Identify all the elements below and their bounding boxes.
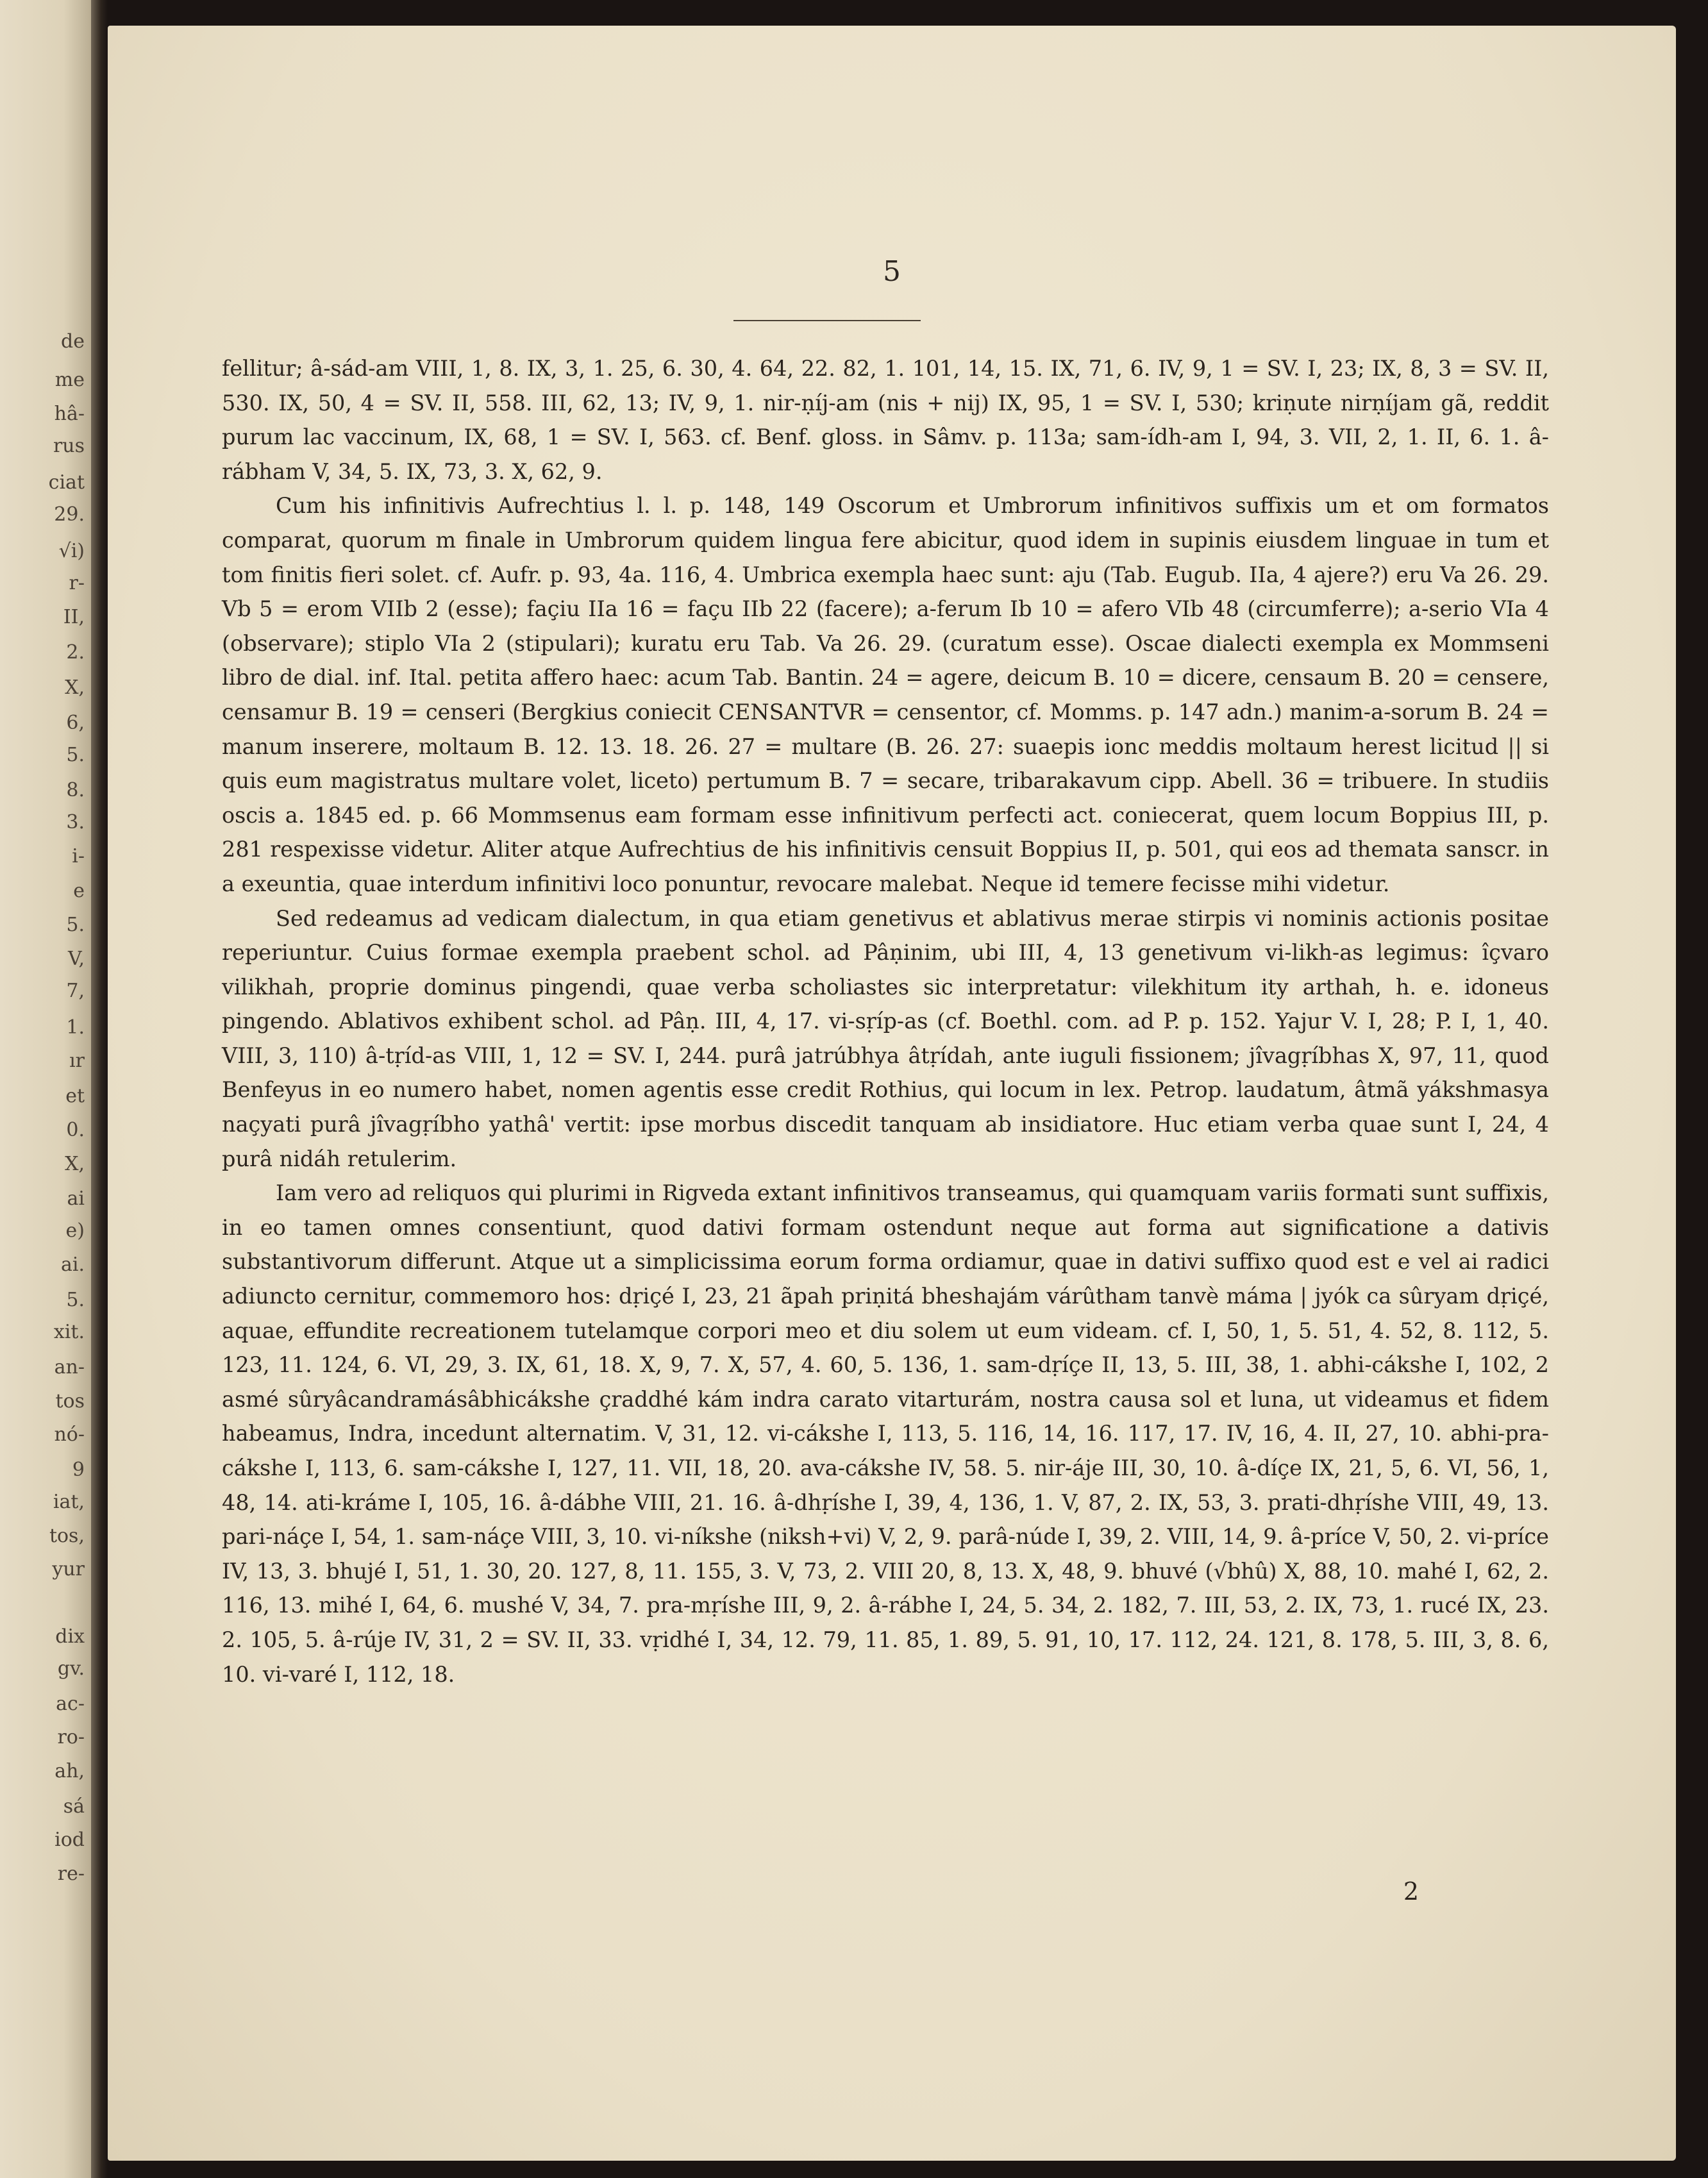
- book-page: [108, 26, 1676, 2161]
- margin-fragment: iod: [54, 1829, 85, 1851]
- margin-fragment: r-: [69, 572, 85, 594]
- margin-fragment: de: [61, 330, 85, 353]
- margin-fragment: 7,: [66, 980, 85, 1002]
- margin-fragment: ah,: [54, 1760, 85, 1782]
- margin-fragment: xit.: [53, 1321, 85, 1343]
- margin-fragment: X,: [65, 676, 85, 699]
- margin-fragment: 1.: [66, 1016, 85, 1039]
- margin-fragment: 0.: [66, 1119, 85, 1141]
- margin-fragment: ai.: [60, 1253, 85, 1276]
- margin-fragment: 8.: [66, 779, 85, 801]
- margin-fragment: tos: [55, 1390, 85, 1412]
- margin-fragment: 5.: [66, 1289, 85, 1311]
- previous-page-edge: [0, 0, 91, 2178]
- margin-fragment: tos,: [49, 1525, 85, 1547]
- margin-fragment: et: [65, 1085, 85, 1107]
- signature-mark: 2: [1403, 1877, 1419, 1906]
- margin-fragment: 9: [72, 1459, 85, 1481]
- margin-fragment: sá: [63, 1795, 85, 1818]
- margin-fragment: nó-: [54, 1423, 85, 1446]
- margin-fragment: 6,: [66, 712, 85, 734]
- margin-fragment: ır: [69, 1050, 85, 1072]
- margin-fragment: e): [65, 1219, 85, 1242]
- margin-fragment: an-: [54, 1356, 85, 1378]
- margin-fragment: ai: [67, 1187, 85, 1210]
- margin-fragment: rus: [53, 435, 85, 457]
- margin-fragment: X,: [65, 1153, 85, 1175]
- margin-fragment: 5.: [66, 744, 85, 766]
- margin-fragment: √i): [58, 540, 85, 562]
- paragraph-2: Cum his infinitivis Aufrechtius l. l. p. 148, 149 Oscorum et Umbrorum infinitivos suffixis um et om formatos comparat, quorum m finale in Umbrorum quidem lingua fere abicitur, quod idem in supinis eiusdem linguae in tum et tom finitis fieri solet. cf. Aufr. p. 93, 4a. 116, 4. Umbrica exempla haec sunt: aju (Tab. Eugub. IIa, 4 ajere?) eru Va 26. 29. Vb 5 = erom VIIb 2 (esse); façiu IIa 16 = façu IIb 22 (facere); a-ferum Ib 10 = afero VIb 48 (circumferre); a-serio VIa 4 (observare); stiplo VIa 2 (stipulari); kuratu eru Tab. Va 26. 29. (curatum esse). Oscae dialecti exempla ex Mommseni libro de dial. inf. Ital. petita affero haec: acum Tab. Bantin. 24 = agere, deicum B. 10 = dicere, censaum B. 20 = censere, censamur B. 19 = censeri (Bergkius coniecit CENSANTVR = censentor, cf. Momms. p. 147 adn.) manim-a-sorum B. 24 = manum inserere, moltaum B. 12. 13. 18. 26. 27 = multare (B. 26. 27: suaepis ionc meddis moltaum herest licitud || si quis eum magistratus multare volet, liceto) pertumum B. 7 = secare, tribarakavum cipp. Abell. 36 = tribuere. In studiis oscis a. 1845 ed. p. 66 Mommsenus eam formam esse infinitivum perfecti act. coniecerat, quem locum Boppius III, p. 281 respexisse videtur. Aliter atque Aufrechtius de his infinitivis censuit Boppius II, p. 501, qui eos ad themata sanscr. in a exeuntia, quae interdum infinitivi loco ponuntur, revocare malebat. Neque id temere fecisse mihi videtur.: [222, 493, 1549, 896]
- margin-fragment: iat,: [53, 1491, 85, 1513]
- margin-fragment: me: [54, 369, 85, 391]
- margin-fragment: II,: [63, 606, 85, 628]
- margin-fragment: 29.: [54, 503, 85, 526]
- book-gutter: [91, 0, 108, 2178]
- body-text: [222, 351, 1549, 1691]
- header-rule: [733, 320, 921, 321]
- page-number: 5: [883, 255, 901, 288]
- margin-fragment: ac-: [56, 1693, 85, 1715]
- margin-fragment: V,: [68, 948, 85, 970]
- margin-fragment: 5.: [66, 914, 85, 936]
- paragraph-1: fellitur; â-sád-am VIII, 1, 8. IX, 3, 1. 25, 6. 30, 4. 64, 22. 82, 1. 101, 14, 15. IX, 71, 6. IV, 9, 1 = SV. I, 23; IX, 8, 3 = SV. II, 530. IX, 50, 4 = SV. II, 558. III, 62, 13; IV, 9, 1. nir-ṇíj-am (nis + nij) IX, 95, 1 = SV. I, 530; kriṇute nirṇíjam gã, reddit purum lac vaccinum, IX, 68, 1 = SV. I, 563. cf. Benf. gloss. in Sâmv. p. 113a; sam-ídh-am I, 94, 3. VII, 2, 1. II, 6. 1. â-rábham V, 34, 5. IX, 73, 3. X, 62, 9.: [222, 356, 1549, 484]
- margin-fragment: gv.: [57, 1657, 85, 1680]
- margin-fragment: e: [73, 880, 85, 902]
- margin-fragment: ro-: [57, 1726, 85, 1748]
- margin-fragment: 3.: [66, 811, 85, 834]
- margin-fragment: ciat: [48, 471, 85, 494]
- margin-fragment: hâ-: [54, 403, 85, 425]
- paragraph-4: Iam vero ad reliquos qui plurimi in Rigveda extant infinitivos transeamus, qui quamquam variis formati sunt suffixis, in eo tamen omnes consentiunt, quod dativi formam ostendunt neque aut forma aut significatione a dativis substantivorum differunt. Atque ut a simplicissima eorum forma ordiamur, quae in dativi suffixo quod est e vel ai radici adiuncto cernitur, commemoro hos: dṛiçé I, 23, 21 ãpah priṇitá bheshajám várûtham tanvè máma | jyók ca sûryam dṛiçé, aquae, effundite recreationem tutelamque corpori meo et diu solem ut eum videam. cf. I, 50, 1, 5. 51, 4. 52, 8. 112, 5. 123, 11. 124, 6. VI, 29, 3. IX, 61, 18. X, 9, 7. X, 57, 4. 60, 5. 136, 1. sam-dṛíçe II, 13, 5. III, 38, 1. abhi-cákshe I, 102, 2 asmé sûryâcandramásâbhicákshe çraddhé kám indra carato vitarturám, nostra causa sol et luna, ut videamus et fidem habeamus, Indra, incedunt alternatim. V, 31, 12. vi-cákshe I, 113, 5. 116, 14, 16. 117, 17. IV, 16, 4. II, 27, 10. abhi-pra-cákshe I, 113, 6. sam-cákshe I, 127, 11. VII, 18, 20. ava-cákshe IV, 58. 5. nir-áje III, 30, 10. â-díçe IX, 21, 5, 6. VI, 56, 1, 48, 14. ati-kráme I, 105, 16. â-dábhe VIII, 21. 16. â-dhṛíshe I, 39, 4, 136, 1. V, 87, 2. IX, 53, 3. prati-dhṛíshe VIII, 49, 13. pari-náçe I, 54, 1. sam-náçe VIII, 3, 10. vi-níkshe (niksh+vi) V, 2, 9. parâ-núde I, 39, 2. VIII, 14, 9. â-príce V, 50, 2. vi-príce IV, 13, 3. bhujé I, 51, 1. 30, 20. 127, 8, 11. 155, 3. V, 73, 2. VIII 20, 8, 13. X, 48, 9. bhuvé (√bhû) X, 88, 10. mahé I, 62, 2. 116, 13. mihé I, 64, 6. mushé V, 34, 7. pra-mṛíshe III, 9, 2. â-rábhe I, 24, 5. 34, 2. 182, 7. III, 53, 2. IX, 73, 1. rucé IX, 23. 2. 105, 5. â-rúje IV, 31, 2 = SV. II, 33. vṛidhé I, 34, 12. 79, 11. 85, 1. 89, 5. 91, 10, 17. 112, 24. 121, 8. 178, 5. III, 3, 8. 6, 10. vi-varé I, 112, 18.: [222, 1180, 1549, 1687]
- margin-fragment: dix: [55, 1625, 85, 1648]
- margin-fragment: re-: [57, 1863, 85, 1885]
- paragraph-3: Sed redeamus ad vedicam dialectum, in qua etiam genetivus et ablativus merae stirpis vi nominis actionis positae reperiuntur. Cuius formae exempla praebent schol. ad Pâṇinim, ubi III, 4, 13 genetivum vi-likh-as legimus: îçvaro vilikhah, proprie dominus pingendi, quae verba scholiastes sic interpretatur: vilekhitum ity arthah, h. e. idoneus pingendo. Ablativos exhibent schol. ad Pâṇ. III, 4, 17. vi-sṛíp-as (cf. Boethl. com. ad P. p. 152. Yajur V. I, 28; P. I, 1, 40. VIII, 3, 110) â-tṛíd-as VIII, 1, 12 = SV. I, 244. purâ jatrúbhya âtṛídah, ante iuguli fissionem; jîvagṛíbhas X, 97, 11, quod Benfeyus in eo numero habet, nomen agentis esse credit Rothius, qui locum in lex. Petrop. laudatum, âtmã yákshmasya naçyati purâ jîvagṛíbho yathâ' vertit: ipse morbus discedit tanquam ab insidiatore. Huc etiam verba quae sunt I, 24, 4 purâ nidáh retulerim.: [222, 905, 1549, 1171]
- margin-fragment: yur: [52, 1558, 85, 1580]
- margin-fragment: i-: [72, 845, 85, 867]
- margin-fragment: 2.: [66, 641, 85, 664]
